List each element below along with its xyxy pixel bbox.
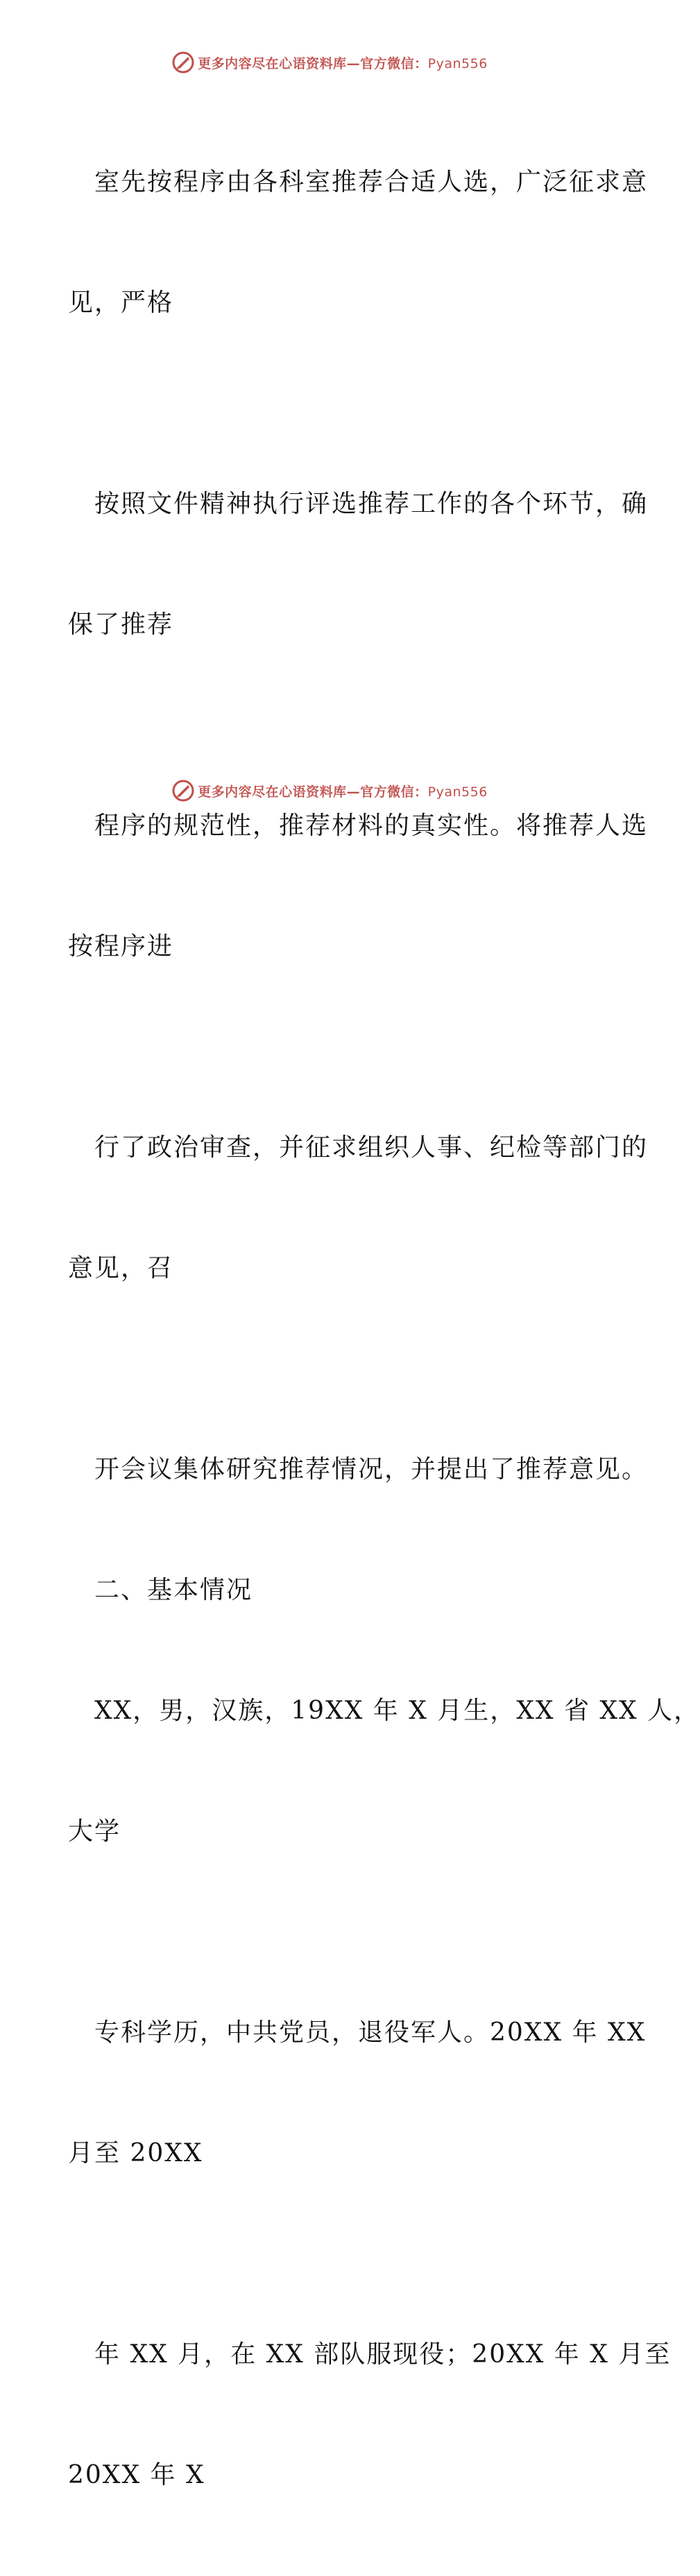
paragraph-line: 大学 [68, 1817, 121, 1846]
paragraph-line: 按程序进 [68, 932, 174, 961]
watermark-text: 更多内容尽在心语资料库—官方微信：Pyan556 [198, 55, 488, 71]
paragraph-line: 程序的规范性，推荐材料的真实性。将推荐人选 [94, 812, 649, 840]
paragraph [68, 1369, 649, 1570]
document-body [68, 82, 700, 2576]
footer-watermark [0, 777, 659, 805]
paragraph-line: 开会议集体研究推荐情况，并提出了推荐意见。 [94, 1455, 649, 1484]
paragraph [68, 82, 649, 404]
paragraph-line: 按照文件精神执行评选推荐工作的各个环节，确 [94, 490, 649, 518]
paragraph [68, 1611, 700, 1932]
quill-logo-icon [171, 51, 195, 74]
quill-logo-icon [171, 779, 195, 802]
paragraph-line: 年 XX 月，在 XX 部队服现役；20XX 年 X 月至 [94, 2340, 672, 2369]
header-watermark [0, 49, 659, 76]
paragraph-line: 行了政治审查，并征求组织人事、纪检等部门的 [94, 1133, 649, 1162]
paragraph [68, 2254, 672, 2576]
paragraph-line: 保了推荐 [68, 610, 174, 639]
paragraph-line: 20XX 年 X [68, 2461, 205, 2489]
paragraph [68, 404, 649, 725]
paragraph [68, 725, 649, 1047]
paragraph [68, 1932, 647, 2254]
paragraph-line: XX，男，汉族，19XX 年 X 月生，XX 省 XX 人， [94, 1697, 700, 1725]
watermark-text: 更多内容尽在心语资料库—官方微信：Pyan556 [198, 784, 488, 800]
paragraph-line: 月至 20XX [68, 2139, 203, 2167]
paragraph-line: 见，严格 [68, 289, 174, 317]
paragraph-line: 意见，召 [68, 1254, 174, 1282]
paragraph-line: 室先按程序由各科室推荐合适人选，广泛征求意 [94, 168, 649, 196]
paragraph-line: 专科学历，中共党员，退役军人。20XX 年 XX [94, 2018, 647, 2047]
section-heading: 二、基本情况 [94, 1576, 253, 1604]
paragraph [68, 1047, 649, 1369]
